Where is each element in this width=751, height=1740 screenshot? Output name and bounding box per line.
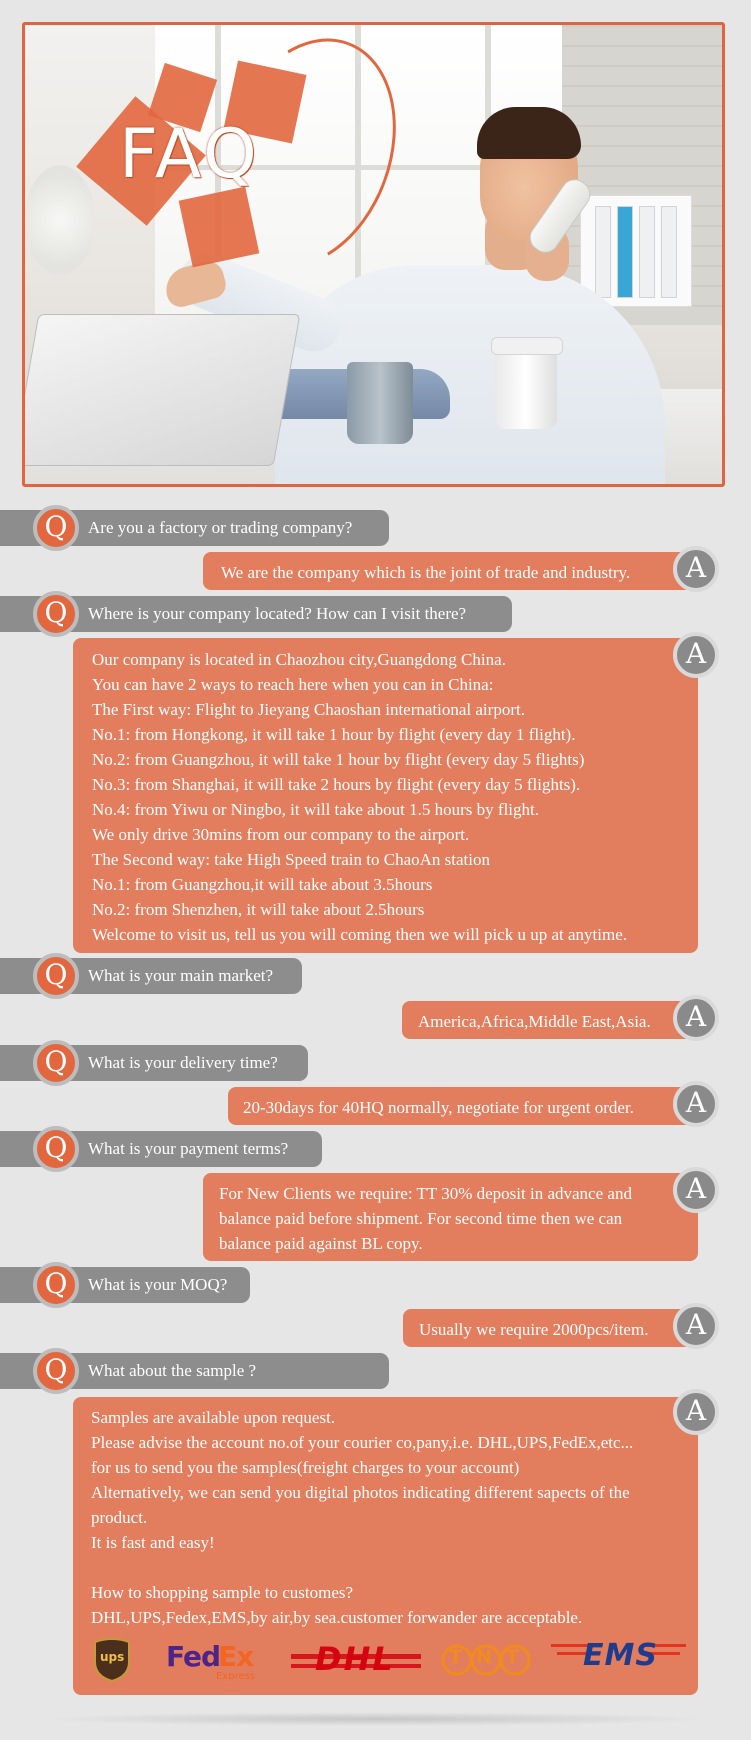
answer-line: Please advise the account no.of your courier co,pany,i.e. DHL,UPS,FedEx,etc... [91, 1433, 634, 1452]
dhl-logo: DHL [291, 1638, 421, 1688]
question-text: What about the sample ? [88, 1361, 257, 1380]
answer-badge: A [673, 995, 719, 1041]
answer-line: DHL,UPS,Fedex,EMS,by air,by sea.customer forwander are acceptable. [91, 1608, 583, 1627]
answer-line: Our company is located in Chaozhou city,Guangdong China. [92, 650, 506, 669]
question-badge: Q [33, 505, 79, 551]
answer-line: product. [91, 1508, 148, 1527]
hero-laptop [22, 314, 300, 466]
answer-line: for us to send you the samples(freight charges to your account) [91, 1458, 520, 1477]
question-badge: Q [33, 591, 79, 637]
answer-line: It is fast and easy! [91, 1533, 215, 1552]
hero-person-hair [477, 107, 581, 159]
fedex-logo: Fed Ex Express [166, 1640, 256, 1682]
answer-badge: A [673, 1303, 719, 1349]
answer-line: We are the company which is the joint of trade and industry. [221, 563, 631, 582]
answer-line: Samples are available upon request. [91, 1408, 336, 1427]
answer-line: No.1: from Guangzhou,it will take about 3.5hours [92, 875, 433, 894]
answer-badge: A [673, 632, 719, 678]
answer-line: Alternatively, we can send you digital photos indicating different sapects of the [91, 1483, 630, 1502]
answer-line: The Second way: take High Speed train to ChaoAn station [92, 850, 490, 869]
answer-badge: A [673, 1389, 719, 1435]
answer-line: No.3: from Shanghai, it will take 2 hours by flight (every day 5 flights). [92, 775, 581, 794]
answer-line: We only drive 30mins from our company to the airport. [92, 825, 470, 844]
question-text: Are you a factory or trading company? [88, 518, 353, 537]
answer-line: No.4: from Yiwu or Ningbo, it will take about 1.5 hours by flight. [92, 800, 539, 819]
answer-box [203, 552, 698, 590]
hero-shelf [580, 195, 692, 307]
question-badge: Q [33, 953, 79, 999]
question-badge: Q [33, 1348, 79, 1394]
answer-badge: A [673, 1081, 719, 1127]
hero-mug [347, 362, 413, 444]
answer-line-blank [91, 1555, 698, 1580]
hero-cup [495, 349, 557, 429]
answer-line: Usually we require 2000pcs/item. [419, 1320, 649, 1339]
faq-hero-banner [22, 22, 725, 487]
question-text: What is your MOQ? [88, 1275, 228, 1294]
question-badge: Q [33, 1126, 79, 1172]
ems-logo: EMS [551, 1638, 686, 1688]
answer-line: America,Africa,Middle East,Asia. [418, 1012, 651, 1031]
answer-line: balance paid before shipment. For second time then we can [219, 1209, 623, 1228]
question-badge: Q [33, 1262, 79, 1308]
answer-line: balance paid against BL copy. [219, 1234, 423, 1253]
answer-box [203, 1173, 698, 1261]
answer-badge: A [673, 1167, 719, 1213]
faq-title: FAQ [119, 115, 260, 194]
question-text: Where is your company located? How can I visit there? [88, 604, 467, 623]
question-text: What is your delivery time? [88, 1053, 278, 1072]
answer-line: For New Clients we require: TT 30% deposit in advance and [219, 1184, 632, 1203]
answer-box [228, 1087, 698, 1125]
answer-line: You can have 2 ways to reach here when you can in China: [92, 675, 494, 694]
question-text: What is your main market? [88, 966, 274, 985]
answer-line: 20-30days for 40HQ normally, negotiate for urgent order. [243, 1098, 634, 1117]
bottom-shadow [40, 1712, 710, 1726]
answer-line: Welcome to visit us, tell us you will coming then we will pick u up at anytime. [92, 925, 627, 944]
ups-logo: ups [93, 1638, 133, 1688]
answer-line: The First way: Flight to Jieyang Chaoshan international airport. [92, 700, 525, 719]
question-text: What is your payment terms? [88, 1139, 289, 1158]
answer-box [73, 638, 698, 953]
answer-box [402, 1001, 698, 1039]
answer-line: No.2: from Guangzhou, it will take 1 hour by flight (every day 5 flights) [92, 750, 585, 769]
answer-box [403, 1309, 698, 1347]
tnt-logo: TNT [441, 1638, 531, 1688]
question-badge: Q [33, 1040, 79, 1086]
answer-line: How to shopping sample to customes? [91, 1583, 354, 1602]
answer-line: No.1: from Hongkong, it will take 1 hour by flight (every day 1 flight). [92, 725, 576, 744]
answer-line: No.2: from Shenzhen, it will take about 2.5hours [92, 900, 425, 919]
hero-fan [25, 165, 95, 275]
carrier-logos [86, 1638, 686, 1688]
answer-badge: A [673, 546, 719, 592]
